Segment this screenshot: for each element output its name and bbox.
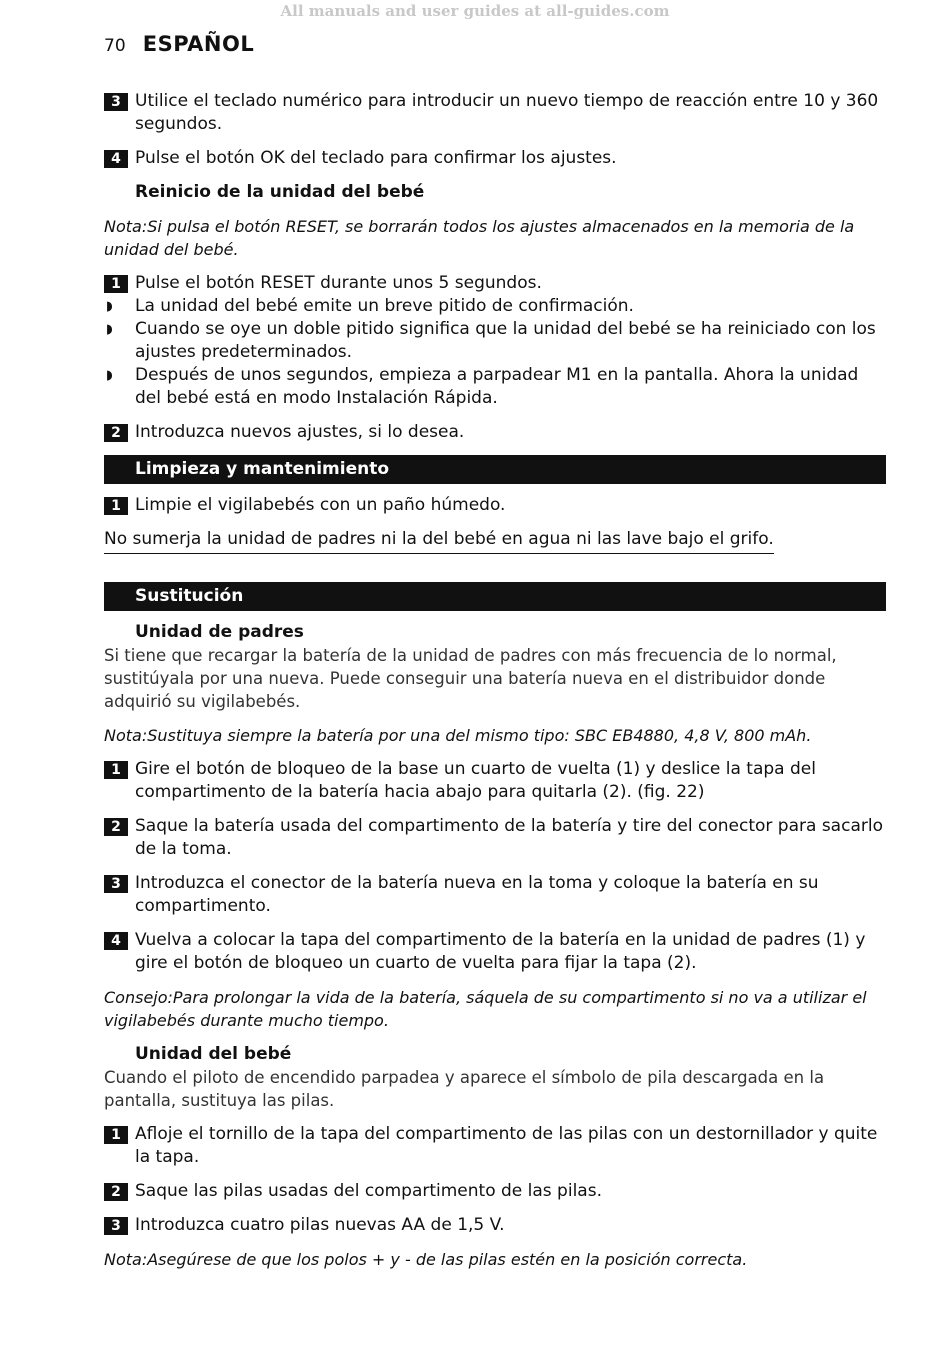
step-number: 3: [104, 93, 128, 111]
step-item: [104, 421, 886, 444]
bullet-marker-icon: ◗: [106, 368, 113, 383]
baby-unit-intro: Cuando el piloto de encendido parpadea y aparece el símbolo de pila descargada en la pantalla, sustituya las pilas.: [104, 1068, 825, 1110]
step-number: 4: [104, 932, 128, 950]
step-number: 1: [104, 275, 128, 293]
step-text: Introduzca cuatro pilas nuevas AA de 1,5 V.: [135, 1215, 505, 1235]
baby-unit-heading: Unidad del bebé: [135, 1044, 292, 1064]
page-number: 70: [104, 36, 126, 56]
step-number: 1: [104, 1126, 128, 1144]
step-text: Introduzca nuevos ajustes, si lo desea.: [135, 422, 465, 442]
step-item: [104, 494, 886, 517]
step-item: [104, 758, 886, 804]
step-text: Introduzca el conector de la batería nueva en la toma y coloque la batería en su compartimento.: [135, 873, 819, 916]
parent-unit-heading: Unidad de padres: [135, 622, 304, 642]
step-item: [104, 1214, 886, 1237]
parent-unit-note: Nota:Sustituya siempre la batería por una del mismo tipo: SBC EB4880, 4,8 V, 800 mAh.: [104, 726, 812, 745]
watermark: All manuals and user guides at all-guides.com: [280, 2, 670, 20]
page-content: [104, 90, 886, 1282]
bullet-item: [104, 295, 886, 318]
step-number: 2: [104, 1183, 128, 1201]
step-number: 3: [104, 1217, 128, 1235]
bullet-item: [104, 364, 886, 410]
step-number: 2: [104, 424, 128, 442]
reset-note: Nota:Si pulsa el botón RESET, se borrarán todos los ajustes almacenados en la memoria de la unidad del bebé.: [104, 217, 855, 259]
step-item: [104, 1123, 886, 1169]
bullet-marker-icon: ◗: [106, 322, 113, 337]
step-text: Saque las pilas usadas del compartimento de las pilas.: [135, 1181, 602, 1201]
step-text: Gire el botón de bloqueo de la base un cuarto de vuelta (1) y deslice la tapa del compartimento de la batería hacia abajo para quitarla (2). (fig. 22): [135, 759, 816, 802]
parent-unit-tip: Consejo:Para prolongar la vida de la batería, sáquela de su compartimento si no va a utilizar el vigilabebés durante mucho tiempo.: [104, 988, 867, 1030]
step-number: 2: [104, 818, 128, 836]
bullet-marker-icon: ◗: [106, 299, 113, 314]
step-number: 1: [104, 497, 128, 515]
section-title-replacement: Sustitución: [104, 582, 886, 611]
step-item: [104, 929, 886, 975]
step-text: Saque la batería usada del compartimento de la batería y tire del conector para sacarlo de la toma.: [135, 816, 883, 859]
step-text: Pulse el botón OK del teclado para confirmar los ajustes.: [135, 148, 617, 168]
bullet-item: [104, 318, 886, 364]
bullet-text: La unidad del bebé emite un breve pitido de confirmación.: [135, 296, 634, 316]
step-item: [104, 815, 886, 861]
step-text: Pulse el botón RESET durante unos 5 segundos.: [135, 273, 542, 293]
step-text: Utilice el teclado numérico para introducir un nuevo tiempo de reacción entre 10 y 360 segundos.: [135, 91, 879, 134]
language-heading: ESPAÑOL: [142, 32, 255, 56]
cleaning-warning: No sumerja la unidad de padres ni la del bebé en agua ni las lave bajo el grifo.: [104, 528, 774, 554]
page-header: [104, 32, 254, 56]
reset-heading: Reinicio de la unidad del bebé: [135, 182, 425, 202]
bullet-text: Después de unos segundos, empieza a parpadear M1 en la pantalla. Ahora la unidad del bebé está en modo Instalación Rápida.: [135, 365, 859, 408]
step-number: 4: [104, 150, 128, 168]
step-item: [104, 272, 886, 295]
section-title-cleaning: Limpieza y mantenimiento: [104, 455, 886, 484]
step-text: Vuelva a colocar la tapa del compartimento de la batería en la unidad de padres (1) y gire el botón de bloqueo un cuarto de vuelta para fijar la tapa (2).: [135, 930, 866, 973]
step-text: Limpie el vigilabebés con un paño húmedo.: [135, 495, 506, 515]
step-number: 3: [104, 875, 128, 893]
step-number: 1: [104, 761, 128, 779]
parent-unit-intro: Si tiene que recargar la batería de la unidad de padres con más frecuencia de lo normal, sustitúyala por una nueva. Puede conseguir una batería nueva en el distribuidor donde adquirió su vigilabebés.: [104, 646, 837, 711]
step-item: [104, 147, 886, 170]
step-item: [104, 872, 886, 918]
step-item: [104, 90, 886, 136]
step-item: [104, 1180, 886, 1203]
step-text: Afloje el tornillo de la tapa del compartimento de las pilas con un destornillador y quite la tapa.: [135, 1124, 878, 1167]
bullet-text: Cuando se oye un doble pitido significa que la unidad del bebé se ha reiniciado con los ajustes predeterminados.: [135, 319, 876, 362]
baby-unit-note: Nota:Asegúrese de que los polos + y - de las pilas estén en la posición correcta.: [104, 1250, 748, 1269]
